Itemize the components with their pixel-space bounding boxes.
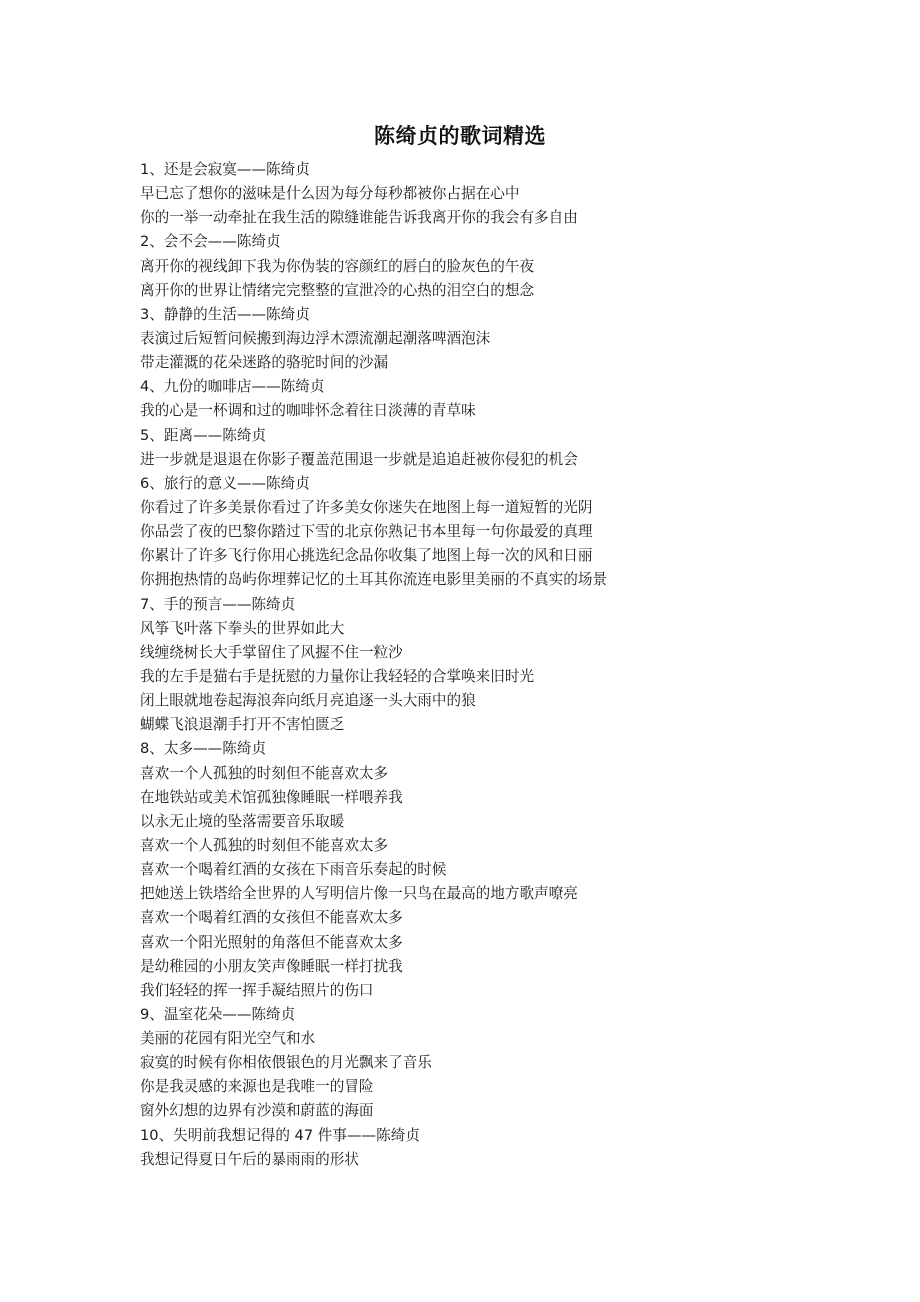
lyric-line: 喜欢一个人孤独的时刻但不能喜欢太多 — [140, 836, 389, 854]
lyric-line: 窗外幻想的边界有沙漠和蔚蓝的海面 — [140, 1102, 374, 1120]
song-heading: 4、九份的咖啡店——陈绮贞 — [140, 378, 325, 396]
song-heading: 2、会不会——陈绮贞 — [140, 233, 281, 251]
lyric-line: 线缠绕树长大手掌留住了风握不住一粒沙 — [140, 643, 403, 661]
lyric-line: 离开你的世界让情绪完完整整的宣泄冷的心热的泪空白的想念 — [140, 281, 535, 299]
lyric-line: 喜欢一个喝着红酒的女孩在下雨音乐奏起的时候 — [140, 861, 447, 879]
lyric-line: 表演过后短暂问候搬到海边浮木漂流潮起潮落啤酒泡沫 — [140, 329, 491, 347]
lyrics-body — [140, 158, 860, 1172]
lyric-line: 你拥抱热情的岛屿你埋葬记忆的土耳其你流连电影里美丽的不真实的场景 — [140, 571, 608, 589]
lyric-line: 你是我灵感的来源也是我唯一的冒险 — [140, 1078, 374, 1096]
lyric-line: 喜欢一个人孤独的时刻但不能喜欢太多 — [140, 764, 389, 782]
lyric-line: 美丽的花园有阳光空气和水 — [140, 1030, 316, 1048]
lyric-line: 喜欢一个喝着红酒的女孩但不能喜欢太多 — [140, 909, 403, 927]
lyric-line: 我的心是一杯调和过的咖啡怀念着往日淡薄的青草味 — [140, 402, 476, 420]
song-heading: 6、旅行的意义——陈绮贞 — [140, 474, 310, 492]
lyric-line: 是幼稚园的小朋友笑声像睡眠一样打扰我 — [140, 957, 403, 975]
lyric-line: 我的左手是猫右手是抚慰的力量你让我轻轻的合掌唤来旧时光 — [140, 667, 535, 685]
lyric-line: 风筝飞叶落下拳头的世界如此大 — [140, 619, 345, 637]
lyric-line: 我们轻轻的挥一挥手凝结照片的伤口 — [140, 981, 374, 999]
song-heading: 9、温室花朵——陈绮贞 — [140, 1005, 296, 1023]
lyric-line: 离开你的视线卸下我为你伪装的容颜红的唇白的脸灰色的午夜 — [140, 257, 535, 275]
lyric-line: 闭上眼就地卷起海浪奔向纸月亮追逐一头大雨中的狼 — [140, 692, 476, 710]
lyric-line: 以永无止境的坠落需要音乐取暖 — [140, 812, 345, 830]
lyric-line: 你的一举一动牵扯在我生活的隙缝谁能告诉我离开你的我会有多自由 — [140, 209, 578, 227]
lyric-line: 寂寞的时候有你相依偎银色的月光飘来了音乐 — [140, 1054, 432, 1072]
lyric-line: 我想记得夏日午后的暴雨雨的形状 — [140, 1150, 359, 1168]
song-heading: 1、还是会寂寞——陈绮贞 — [140, 161, 310, 178]
document-title: 陈绮贞的歌词精选 — [374, 123, 546, 148]
song-heading: 7、手的预言——陈绮贞 — [140, 595, 296, 613]
lyric-line: 把她送上铁塔给全世界的人写明信片像一只鸟在最高的地方歌声嘹亮 — [140, 885, 578, 903]
lyric-line: 你看过了许多美景你看过了许多美女你迷失在地图上每一道短暂的光阴 — [140, 498, 593, 516]
lyric-line: 你品尝了夜的巴黎你踏过下雪的北京你熟记书本里每一句你最爱的真理 — [140, 523, 593, 541]
song-heading: 10、失明前我想记得的 47 件事——陈绮贞 — [140, 1126, 420, 1144]
lyric-line: 蝴蝶飞浪退潮手打开不害怕匮乏 — [140, 716, 345, 734]
lyric-line: 你累计了许多飞行你用心挑选纪念品你收集了地图上每一次的风和日丽 — [140, 547, 593, 565]
song-heading: 3、静静的生活——陈绮贞 — [140, 305, 310, 323]
lyric-line: 喜欢一个阳光照射的角落但不能喜欢太多 — [140, 933, 403, 951]
lyric-line: 进一步就是退退在你影子覆盖范围退一步就是追追赶被你侵犯的机会 — [140, 450, 578, 468]
song-heading: 8、太多——陈绮贞 — [140, 740, 267, 758]
song-heading: 5、距离——陈绮贞 — [140, 426, 267, 444]
lyric-line: 早已忘了想你的滋味是什么因为每分每秒都被你占据在心中 — [140, 185, 520, 203]
lyric-line: 在地铁站或美术馆孤独像睡眠一样喂养我 — [140, 788, 403, 806]
lyric-line: 带走灌溉的花朵迷路的骆驼时间的沙漏 — [140, 354, 389, 372]
